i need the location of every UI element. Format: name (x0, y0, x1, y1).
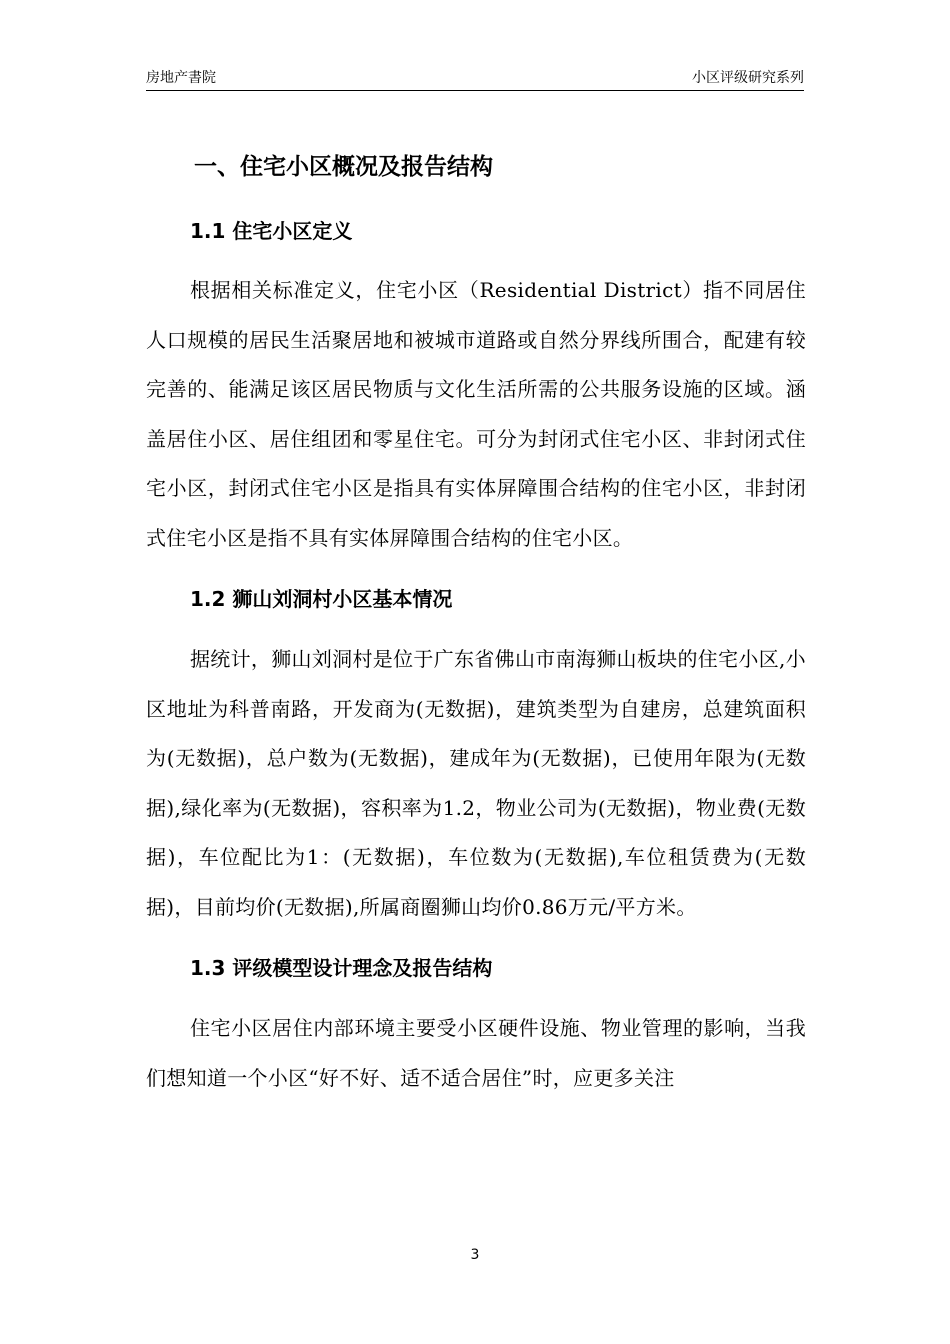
subsection-title-1-2: 1.2 狮山刘洞村小区基本情况 (190, 587, 453, 611)
page-number: 3 (470, 1247, 480, 1263)
header-series-title: 小区评级研究系列 (692, 70, 804, 86)
paragraph-basic-info: 据统计，狮山刘洞村是位于广东省佛山市南海狮山板块的住宅小区,小区地址为科普南路，开发商为(无数据)，建筑类型为自建房，总建筑面积为(无数据)，总户数为(无数据)，建成年为(无数据)，已使用年限为(无数据),绿化率为(无数据)，容积率为1.2，物业公司为(无数据)，物业费(无数据)，车位配比为1：(无数据)，车位数为(无数据),车位租赁费为(无数据)，目前均价(无数据),所属商圈狮山均价0.86万元/平方米。 (146, 647, 806, 919)
page-header (146, 68, 804, 91)
section-title: 一、住宅小区概况及报告结构 (194, 154, 493, 180)
header-publisher: 房地产書院 (146, 70, 216, 86)
paragraph-model-design: 住宅小区居住内部环境主要受小区硬件设施、物业管理的影响，当我们想知道一个小区“好不好、适不适合居住”时，应更多关注 (146, 1016, 806, 1090)
subsection-title-1-1: 1.1 住宅小区定义 (190, 219, 353, 243)
paragraph-definition: 根据相关标准定义，住宅小区（Residential District）指不同居住人口规模的居民生活聚居地和被城市道路或自然分界线所围合，配建有较完善的、能满足该区居民物质与文化生活所需的公共服务设施的区域。涵盖居住小区、居住组团和零星住宅。可分为封闭式住宅小区、非封闭式住宅小区，封闭式住宅小区是指具有实体屏障围合结构的住宅小区，非封闭式住宅小区是指不具有实体屏障围合结构的住宅小区。 (146, 278, 806, 550)
document-body (146, 138, 806, 1103)
subsection-title-1-3: 1.3 评级模型设计理念及报告结构 (190, 956, 493, 980)
